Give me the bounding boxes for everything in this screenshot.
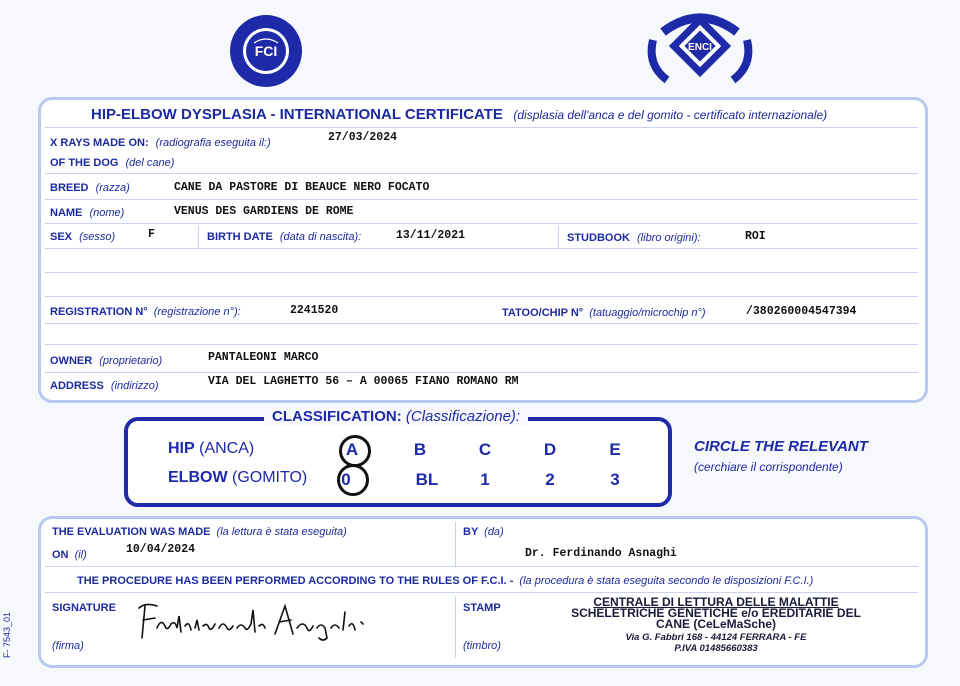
stamp-label-it: (timbro) [463,640,501,652]
fci-logo [228,13,304,89]
owner-label-row [50,355,162,367]
elbow-grade-1[interactable]: 1 [480,470,490,489]
elbow-label-en: ELBOW [168,469,228,486]
studbook-label-row [567,232,701,244]
classification-title-en: CLASSIFICATION: [272,408,402,425]
stamp-line-4: Via G. Fabbri 168 - 44124 FERRARA - FE [625,632,807,643]
reg-value: 2241520 [290,304,339,317]
birth-label-it: (data di nascita): [279,231,362,243]
hip-grade-a[interactable]: A [345,440,359,459]
classification-title-it: (Classificazione): [405,408,521,425]
name-label: NAME [50,207,83,219]
classification-title [264,408,528,425]
breed-label-it: (razza) [95,182,130,194]
studbook-label: STUDBOOK [567,232,630,244]
sex-label: SEX [50,231,73,243]
certificate-title-it: (displasia dell'anca e del gomito - certificato internazionale) [513,108,828,122]
studbook-label-it: (libro origini): [637,232,701,244]
owner-label-it: (proprietario) [99,355,163,367]
eval-made-row [52,526,347,538]
certificate-title-row [91,106,827,124]
sex-label-row [50,231,115,243]
elbow-label-it: (GOMITO) [232,469,308,486]
circle-note: CIRCLE THE RELEVANT [694,438,868,455]
dog-label: OF THE DOG [50,157,119,169]
address-label-row [50,380,159,392]
breed-label-row [50,182,130,194]
studbook-value: ROI [745,230,766,243]
chip-label-row [502,307,706,319]
eval-on-label: ON [52,549,69,561]
reg-label: REGISTRATION N° [50,306,148,318]
eval-on-row [52,549,87,561]
stamp-line-2: SCHELETRICHE GENETICHE e/o EREDITARIE DEL [571,606,861,620]
address-label-it: (indirizzo) [110,380,159,392]
hip-label-en: HIP [168,440,195,457]
eval-by-label: BY [463,526,479,538]
stamp-line-3: CANE (CeLeMaSche) [655,617,777,631]
eval-by-value: Dr. Ferdinando Asnaghi [525,547,677,560]
address-value: VIA DEL LAGHETTO 56 – A 00065 FIANO ROMANO RM [208,375,519,388]
birth-label: BIRTH DATE [207,231,273,243]
eval-on-value: 10/04/2024 [126,543,196,556]
certificate-title: HIP-ELBOW DYSPLASIA - INTERNATIONAL CERTIFICATE [91,106,503,123]
elbow-grade-2[interactable]: 2 [545,470,555,489]
name-label-it: (nome) [89,207,125,219]
elbow-selected-circle [337,464,369,496]
dog-label-row [50,157,174,169]
dog-label-it: (del cane) [125,157,175,169]
birth-value: 13/11/2021 [396,229,466,242]
eval-made-label-it: (la lettura è stata eseguita) [216,526,347,538]
eval-by-label-it: (da) [484,526,504,538]
hip-grade-b[interactable]: B [413,440,427,459]
circle-note-it: (cerchiare il corrispondente) [694,460,843,474]
xray-label-it: (radiografia eseguita il:) [155,137,271,149]
signature-label-it: (firma) [52,640,84,652]
elbow-grade-bl[interactable]: BL [415,470,439,489]
hip-label-it: (ANCA) [199,440,255,457]
sex-value: F [148,228,155,241]
hip-grade-e[interactable]: E [609,440,621,459]
birth-label-row [207,231,361,243]
procedure-row [77,575,813,587]
breed-label: BREED [50,182,89,194]
eval-made-label: THE EVALUATION WAS MADE [52,526,211,538]
xray-label: X RAYS MADE ON: [50,137,149,149]
hip-grade-d[interactable]: D [543,440,557,459]
reg-label-it: (registrazione n°): [153,306,241,318]
handwritten-signature [135,598,370,644]
stamp-line-1: CENTRALE DI LETTURA DELLE MALATTIE [593,595,839,609]
classification-section [124,417,672,507]
hip-grade-c[interactable]: C [478,440,492,459]
breed-value: CANE DA PASTORE DI BEAUCE NERO FOCATO [174,181,430,194]
enci-logo [645,10,755,94]
name-label-row [50,207,124,219]
address-label: ADDRESS [50,380,104,392]
stamp-block [566,597,866,654]
elbow-label [168,469,307,487]
xray-label-row [50,137,271,149]
form-code: F- 7543_01 [2,611,13,659]
sex-label-it: (sesso) [79,231,116,243]
chip-label: TATOO/CHIP N° [502,307,584,319]
eval-on-label-it: (il) [74,549,87,561]
hip-selected-circle [339,435,371,467]
eval-by-row [463,526,504,538]
elbow-grade-3[interactable]: 3 [610,470,620,489]
owner-label: OWNER [50,355,93,367]
reg-label-row [50,306,241,318]
chip-label-it: (tatuaggio/microchip n°) [589,307,706,319]
signature-label: SIGNATURE [52,602,116,614]
stamp-line-5: P.IVA 01485660383 [674,643,758,654]
chip-value: /380260004547394 [746,305,857,318]
procedure-text-it: (la procedura è stata eseguita secondo le disposizioni F.C.I.) [519,575,814,587]
xray-date: 27/03/2024 [328,131,398,144]
stamp-label: STAMP [463,602,501,614]
elbow-grade-0[interactable]: 0 [341,470,351,489]
fci-logo-text: FCI [254,43,278,59]
enci-logo-text: ENCI [688,42,712,53]
name-value: VENUS DES GARDIENS DE ROME [174,205,354,218]
owner-value: PANTALEONI MARCO [208,351,319,364]
hip-label [168,440,254,458]
procedure-text: THE PROCEDURE HAS BEEN PERFORMED ACCORDING TO THE RULES OF F.C.I. - [77,575,514,587]
